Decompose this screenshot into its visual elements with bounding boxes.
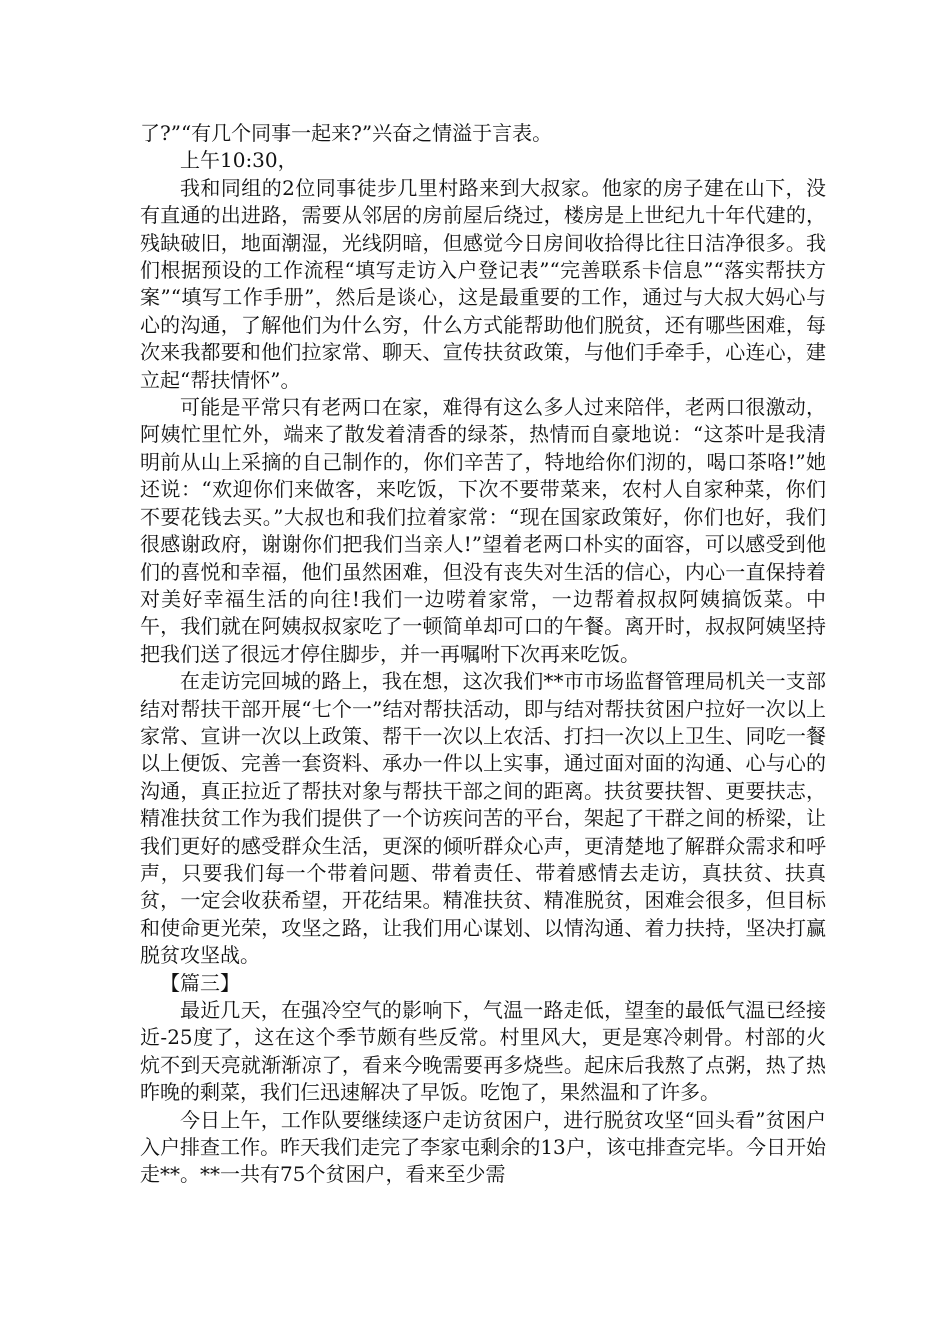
paragraph-time-note: 上午10:30， [180,148,298,173]
paragraph-reflection: 在走访完回城的路上，我在想，这次我们**市市场监督管理局机关一支部结对帮扶干部开展“七个一”结对帮扶活动，即与结对帮扶贫困户拉好一次以上家常、宣讲一次以上政策、帮干一次以上农活、打扫一次以上卫生、同吃一餐以上便饭、完善一套资料、承办一件以上实事，通过面对面的沟通、心与心的沟通，真正拉近了帮扶对象与帮扶干部之间的距离。扶贫要扶智、更要扶志，精准扶贫工作为我们提供了一个访疾问苦的平台，架起了干群之间的桥梁，让我们更好的感受群众生活，更深的倾听群众心声，更清楚地了解群众需求和呼声，只要我们每一个带着问题、带着责任、带着感情去走访，真扶贫、扶真贫，一定会收获希望，开花结果。精准扶贫、精准脱贫，困难会很多，但目标和使命更光荣，攻坚之路，让我们用心谋划、以情沟通、着力扶持，坚决打赢脱贫攻坚战。 [140,669,826,968]
paragraph-visit: 我和同组的2位同事徒步几里村路来到大叔家。他家的房子建在山下，没有直通的出进路，需要从邻居的房前屋后绕过，楼房是上世纪九十年代建的，残缺破旧，地面潮湿，光线阴暗，但感觉今日房间收拾得比往日洁净很多。我们根据预设的工作流程“填写走访入户登记表”“完善联系卡信息”“落实帮扶方案”“填写工作手册”，然后是谈心，这是最重要的工作，通过与大叔大妈心与心的沟通，了解他们为什么穷，什么方式能帮助他们脱贫，还有哪些困难，每次来我都要和他们拉家常、聊天、宣传扶贫政策，与他们手牵手，心连心，建立起“帮扶情怀”。 [140,175,826,392]
paragraph-work-plan: 今日上午，工作队要继续逐户走访贫困户，进行脱贫攻坚“回头看”贫困户入户排查工作。昨天我们走完了李家屯剩余的13户，该屯排查完毕。今日开始走**。**一共有75个贫困户，看来至少需 [140,1107,826,1187]
section-heading: 【篇三】 [160,970,240,995]
paragraph-continuation: 了?”“有几个同事一起来?”兴奋之情溢于言表。 [140,121,553,145]
paragraph-hospitality: 可能是平常只有老两口在家，难得有这么多人过来陪伴，老两口很激动，阿姨忙里忙外，端来了散发着清香的绿茶，热情而自豪地说：“这茶叶是我清明前从山上采摘的自己制作的，你们辛苦了，特地给你们沏的，喝口茶咯!”她还说：“欢迎你们来做客，来吃饭，下次不要带菜来，农村人自家种菜，你们不要花钱去买。”大叔也和我们拉着家常：“现在国家政策好，你们也好，我们很感谢政府，谢谢你们把我们当亲人!”望着老两口朴实的面容，可以感受到他们的喜悦和幸福，他们虽然困难，但没有丧失对生活的信心，内心一直保持着对美好幸福生活的向往!我们一边唠着家常，一边帮着叔叔阿姨搞饭菜。中午，我们就在阿姨叔叔家吃了一顿简单却可口的午餐。离开时，叔叔阿姨坚持把我们送了很远才停住脚步，并一再嘱咐下次再来吃饭。 [140,395,826,666]
document-body [140,120,826,1189]
paragraph-weather: 最近几天，在强冷空气的影响下，气温一路走低，望奎的最低气温已经接近-25度了，这在这个季节颇有些反常。村里风大，更是寒冷刺骨。村部的火炕不到天亮就渐渐凉了，看来今晚需要再多烧些。起床后我熬了点粥，热了热昨晚的剩菜，我们仨迅速解决了早饭。吃饱了，果然温和了许多。 [140,998,826,1105]
